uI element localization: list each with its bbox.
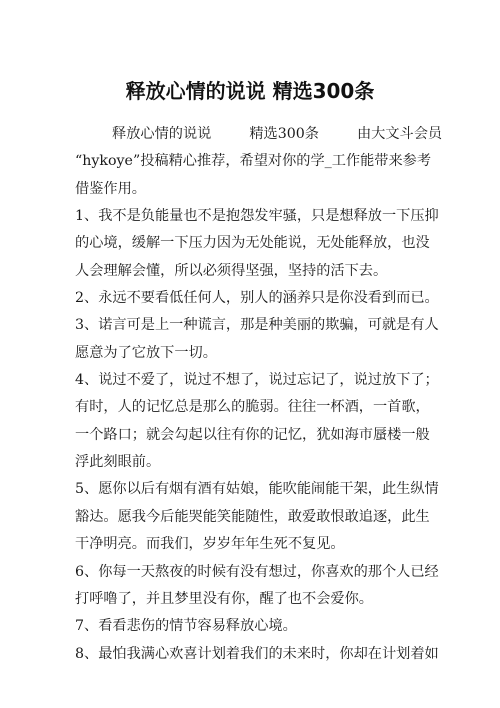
paragraph-line: 7、看看悲伤的情节容易释放心境。 [75,618,297,635]
paragraph-line: 8、最怕我满心欢喜计划着我们的未来时，你却在计划着如 [75,645,439,662]
paragraph-line: 有时，人的记忆总是那么的脆弱。往往一杯酒，一首歌， [75,399,430,416]
paragraph-line: 2、永远不要看低任何人，别人的涵养只是你没看到而已。 [75,290,439,307]
paragraph-line: 借鉴作用。 [75,180,146,197]
paragraph-line: 豁达。愿我今后能哭能笑能随性，敢爱敢恨敢追逐，此生 [75,508,430,525]
paragraph-line: “hykoye”投稿精心推荐，希望对你的学_工作能带来参考 [75,153,432,170]
paragraph-line: 的心境，缓解一下压力因为无处能说，无处能释放，也没 [75,235,430,252]
paragraph-line: 1、我不是负能量也不是抱怨发牢骚，只是想释放一下压抑 [75,208,439,225]
paragraph-line: 干净明亮。而我们，岁岁年年生死不复见。 [75,536,345,553]
paragraph-line: 4、说过不爱了，说过不想了，说过忘记了，说过放下了； [75,372,439,389]
paragraph-line: 愿意为了它放下一切。 [75,344,217,361]
document-body [75,121,443,668]
meta-topic: 释放心情的说说 [112,126,212,142]
document-title: 释放心情的说说 精选300条 [125,79,375,103]
paragraph-line: 一个路口；就会勾起以往有你的记忆，犹如海市蜃楼一般 [75,426,430,443]
meta-author-intro: 由大文斗会员 [356,126,443,142]
paragraph-line: 3、诺言可是上一种谎言，那是种美丽的欺骗，可就是有人 [75,317,439,334]
paragraph-line: 人会理解会懂，所以必须得坚强，坚持的活下去。 [75,262,388,279]
paragraph-line: 打呼噜了，并且梦里没有你，醒了也不会爱你。 [75,590,373,607]
paragraph-line: 5、愿你以后有烟有酒有姑娘，能吹能闹能干架，此生纵情 [75,481,439,498]
paragraph-line: 浮此刻眼前。 [75,454,161,471]
meta-count: 精选300条 [249,126,319,142]
paragraph-line: 6、你每一天熬夜的时候有没有想过，你喜欢的那个人已经 [75,563,439,580]
document-meta-line [75,121,443,148]
